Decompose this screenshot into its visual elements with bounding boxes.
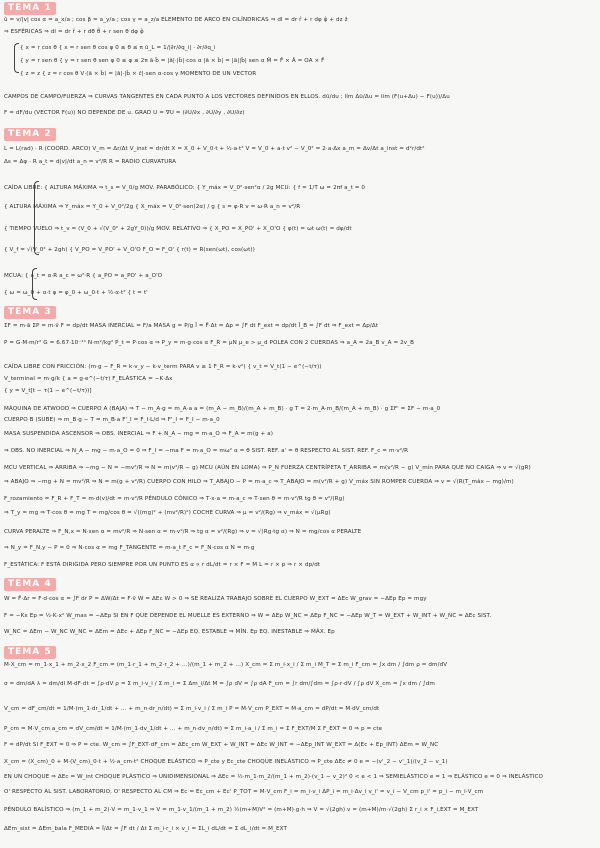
formula-line: CAMPOS DE CAMPO/FUERZA ⇒ CURVAS TANGENTES EN CADA PUNTO A LOS VECTORES DEFINIDOS EN ELLOS. dū/du ; lím Δū/Δu = lím (F(u+Δu) − F(u))/Δu (4, 94, 450, 100)
formula-line: { z = z { z = r cos θ V·(ā × b̄) = |ā|·|b̄ × c̄|·sen α·cos γ MOMENTO DE UN VECTOR (20, 71, 257, 77)
formula-line: MCUA: { a_t = α·R a_c = ω²·R { a_PO = a_PO' + a_O'O (4, 273, 163, 279)
formula-line: P_cm = M·V_cm a_cm = dV_cm/dt = 1/M·(m_1·dv_1/dt + ... + m_n·dv_n/dt) = Σ m_i·a_i / Σ m_i = Σ F_EXT/M Σ F_EXT = 0 ⇒ p = cte (4, 726, 383, 732)
formula-line: { ALTURA MÁXIMA ⇒ Y_máx = Y_0 + V_0²/2g { X_máx = V_0²·sen(2α) / g { s = φ·R v = ω·R a_n = v²/R (4, 204, 301, 210)
brace (34, 181, 39, 255)
formula-line: M·X_cm = m_1·x_1 + m_2·x_2 F_cm = (m_1·r_1 + m_2·r_2 + ...)/(m_1 + m_2 + ...) X_cm = Σ m_i·x_i / Σ m_i M_T = Σ m_i F_cm = ∫x dm / ∫dm ρ = dm/dV (4, 662, 448, 668)
formula-line: ⇒ N_y = F_N,y − P = 0 ⇒ N·cos α = mg F_TANGENTE = m·a_t F_c = F_N·cos α N = m·g (4, 545, 255, 551)
formula-line: V_terminal = m·g/k { a = g·e^(−t/τ) F_ELÁSTICA = −K·Δx (4, 376, 173, 382)
formula-line: MÁQUINA DE ATWOOD ⇒ CUERPO A (BAJA) ⇒ T − m_A·g = m_A·a a = (m_A − m_B)/(m_A + m_B) · g T = 2·m_A·m_B/(m_A + m_B) · g ΣF' = ΣF − m·a_0 (4, 406, 441, 412)
formula-line: F = dF/du (VECTOR F(u)) NO DEPENDE DE u. GRAD U = ∇U = (∂U/∂x , ∂U/∂y , ∂U/∂z) (4, 110, 245, 116)
formula-line: L = L(rad) · R (COORD. ARCO) V_m = Δr/Δt V_inst = dr/dt X = X_0 + V_0·t + ½·a·t² V = V_0 + a·t v² − V_0² = 2·a·Δx a_m = Δv/Δt a_inst = d²r/dt² (4, 146, 425, 152)
formula-line: EN UN CHOQUE ⇒ ΔEc = W_int CHOQUE PLÁSTICO ⇒ UNIDIMENSIONAL ⇒ ΔEc = ½·m_1·m_2/(m_1 + m_2)·(v_1 − v_2)² 0 < e < 1 ⇒ SEMIELÁSTICO e = 1 ⇒ ELÁSTICO e = 0 ⇒ INELÁSTICO (4, 774, 543, 780)
formula-line: O' RESPECTO AL SIST. LABORATORIO, O' RESPECTO AL CM ⇒ Ec = Ec_cm + Ec' P_TOT = M·V_cm F_i = m_i·v_i ΔP_i = m_i·Δv_i v_i' = v_i − V_cm p_i' = p_i − m_i·V_cm (4, 789, 484, 795)
formula-line: σ = dm/dA λ = dm/dl M·dF·dt = ∫ρ·dV ρ = Σ m_i·v_i / Σ m_i = Σ Δm_i/Δt M = ∫ρ dV = ∫ρ dA F_cm = ∫r dm/∫dm = ∫ρ·r·dV / ∫ρ dV X_cm = ∫x dm / ∫dm (4, 681, 435, 687)
formula-line: PÉNDULO BALÍSTICO ⇒ (m_1 + m_2)·V = m_1·v_1 ⇒ V = m_1·v_1/(m_1 + m_2) ½(m+M)V² = (m+M)·g·h ⇒ V = √(2gh) v = (m+M)/m·√(2gh) Σ r_i × F_i,EXT = M_EXT (4, 807, 479, 813)
formula-line: CURVA PERALTE ⇒ F_N,x = N·sen α = mv²/R ⇒ N·sen α = m·v²/R ⇒ tg α = v²/(Rg) ⇒ v = √(Rg·tg α) ⇒ N = mg/cos α PERALTE (4, 529, 362, 535)
brace (14, 43, 19, 73)
formula-line: W_NC = ΔEm − W_NC W_NC = ΔEm = ΔEc + ΔEp F_NC = −ΔEp EQ. ESTABLE ⇒ MÍN. Ep EQ. INESTABLE ⇒ MÁX. Ep (4, 629, 335, 635)
section-header-tema-5: TEMA 5 (4, 646, 56, 659)
formula-line: ⇒ OBS. NO INERCIAL ⇒ N_A − mg − m·a_O = 0 ⇒ F_I = −ma F = m·a_O = mω² α = θ SIST. REF. a' = θ RESPECTO AL SIST. REF. F_c = m·v²/R (4, 448, 409, 454)
section-header-tema-4: TEMA 4 (4, 578, 56, 591)
formula-line: { ω = ω_0 + α·t φ = φ_0 + ω_0·t + ½·α·t² { t = t' (4, 290, 148, 296)
formula-line: { y = V_t[t − τ(1 − e^(−t/τ))] (4, 388, 92, 394)
section-header-tema-1: TEMA 1 (4, 2, 56, 15)
formula-line: Δs = Δφ · R a_t = d|v|/dt a_n = v²/R R = RADIO CURVATURA (4, 159, 177, 165)
section-header-tema-2: TEMA 2 (4, 128, 56, 141)
formula-line: CAÍDA LIBRE CON FRICCIÓN: (m·g − F_R = k·v_y − k·v_term PARA v ≥ 1 F_R = k·v²) { v_t = V_t(1 − e^(−t/τ)) (4, 364, 322, 370)
formula-line: ΔEm_sist = ΔEm_bala F_MEDIA = Ī/Δt = ∫F dt / Δt Σ m_i·r_i × v_i = ΣL_i dL/dt = Σ dL_i/dt = M_EXT (4, 826, 287, 832)
formula-line: CAÍDA LIBRE: { ALTURA MÁXIMA ⇒ t_s = V_0/g MOV. PARABÓLICO: { Y_máx = V_0²·sen²α / 2g MCU: { f = 1/T ω = 2πf a_t = 0 (4, 185, 366, 191)
formula-line: ⇒ T_y = mg ⇒ T·cos θ = mg T = mg/cos θ = √((mg)² + (mv²/R)²) COCHE CURVA ⇒ μ = v²/(Rg) ⇒ v_máx = √(μRg) (4, 510, 331, 516)
formula-line: W = F̄·Δr = F·d·cos α = ∫F dr P = ΔW/Δt = F·v̄ W = ΔEc W > 0 ⇒ SE REALIZA TRABAJO SOBRE EL CUERPO W_EXT = ΔEc W_grav = −ΔEp Ep = mgy (4, 596, 427, 602)
formula-line: û = v/|v| cos α = a_x/a ; cos β = a_y/a ; cos γ = a_z/a ELEMENTO DE ARCO EN CILÍNDRICAS ⇒ dl = dr r̂ + r dφ φ̂ + dz ẑ (4, 17, 348, 23)
formula-line: { y = r sen θ { y = r sen θ sen φ 0 ≤ φ ≤ 2π ā·b̄ = |ā|·|b̄|·cos α |ā × b̄| = |ā||b̄| sen α M̄ = F̄ × Ā = OA × F̄ (20, 58, 325, 64)
formula-line: F = −Kx Ep = ½·K·x² W_mas = −ΔEp SI EN F QUE DEPENDE EL MUELLE ES EXTERNO ⇒ W = ΔEp W_NC = ΔEp F_NC = −ΔEp W_T = W_EXT + W_INT + W_NC = ΔEc SIST. (4, 613, 492, 619)
formula-line: X_cm = (X_cm)_0 + M·(V_cm)_0·t + ½·a_cm·t² CHOQUE ELÁSTICO ⇒ P_cte y Ec_cte CHOQUE INELÁSTICO ⇒ P_cte ΔEc ≠ 0 e = −(v'_2 − v'_1)/(v_2 − v_1) (4, 759, 448, 765)
formula-line: MCU VERTICAL ⇒ ARRIBA ⇒ −mg − N = −mv²/R ⇒ N = m(v²/R − g) MCU (AÚN EN LOMA) ⇒ P_N FUERZA CENTRÍPETA T_ARRIBA = m(v²/R − g) V_mín PARA QUE NO CAIGA ⇒ v = √(gR) (4, 465, 531, 471)
formula-line: MASA SUSPENDIDA ASCENSOR ⇒ OBS. INERCIAL ⇒ F + N_A − mg = m·a_O ⇒ F_A = m(g + a) (4, 431, 273, 437)
formula-line: F = dP/dt SI F_EXT = 0 ⇒ P = cte. W_cm = ∫F_EXT·dF_cm = ΔEc_cm W_EXT + W_INT = ΔEc W_INT = −ΔEp_INT W_EXT = Δ(Ec + Ep_INT) ΔEm = W_NC (4, 742, 439, 748)
formula-line: { V_f = √(V_0² + 2gh) { V_PO = V_PO' + V_O'O F_O = F_O' { r(t) = R(sen(ωt), cos(ωt)) (4, 247, 255, 253)
formula-line: F_rozamiento = F_R + F_T = m·d(v)/dt = m·v²/R PÉNDULO CÓNICO ⇒ T·x·a = m·a_c ⇒ T·sen θ = m·v²/R tg θ = v²/(Rg) (4, 496, 345, 502)
formula-line: ⇒ ESFÉRICAS ⇒ dl = dr r̂ + r dθ θ̂ + r sen θ dφ φ̂ (4, 29, 144, 35)
formula-line: V_cm = dF_cm/dt = 1/M·(m_1·dr_1/dt + ... + m_n·dr_n/dt) = Σ m_i·v_i / Σ m_i P = M·V_cm P_EXT = M·a_cm = dP/dt = M·dV_cm/dt (4, 706, 380, 712)
formula-line: CUERPO B (SUBE) ⇒ m_B·g − T = m_B·a F'_I = F_I·L/d ⇒ F'_I = F_I − m·a_0 (4, 417, 220, 423)
formula-line: { x = r cos θ { x = r sen θ cos φ 0 ≤ θ ≤ π ū_L = 1/|∂r/∂q_i| · ∂r/∂q_i (20, 45, 216, 51)
formula-line: ΣF = m·ā ΣP = m·v̄ F = dp/dt MASA INERCIAL = F/a MASA g = P/g Ī = F̄·Δt = Δp = ∫F dt F_ext = dp/dt Ī_B = ∫F dt ⇒ F_ext = Δp/Δt (4, 323, 379, 329)
formula-line: F_ESTÁTICA: F ESTÁ DIRIGIDA PERO SIEMPRE POR UN PUNTO ES α ∝ r dL/dt = r × F = M L = r × p ⇒ r × dp/dt (4, 562, 321, 568)
formula-line: ⇒ ABAJO ⇒ −mg + N = mv²/R ⇒ N = m(g + v²/R) CUERPO CON HILO ⇒ T_ABAJO − P = m·a_c ⇒ T_ABAJO = m(v²/R + g) V_máx SIN ROMPER CUERDA ⇒ v = √(R(T_máx − mg)/m) (4, 479, 514, 485)
formula-line: { TIEMPO VUELO ⇒ t_v = (V_0 + √(V_0² + 2gY_0))/g MOV. RELATIVO ⇒ { X_PO = X_PO' + X_O'O { φ(t) = ωt ω(t) = dφ/dt (4, 226, 352, 232)
section-header-tema-3: TEMA 3 (4, 306, 56, 319)
formula-line: P = G·M·m/r² G = 6.67·10⁻¹¹ N·m²/kg² P_t = P·cos α ⇒ P_y = m·g·cos α F_R = μN μ_e > μ_d POLEA CON 2 CUERDAS ⇒ a_A = 2a_B v_A = 2v_B (4, 340, 415, 346)
